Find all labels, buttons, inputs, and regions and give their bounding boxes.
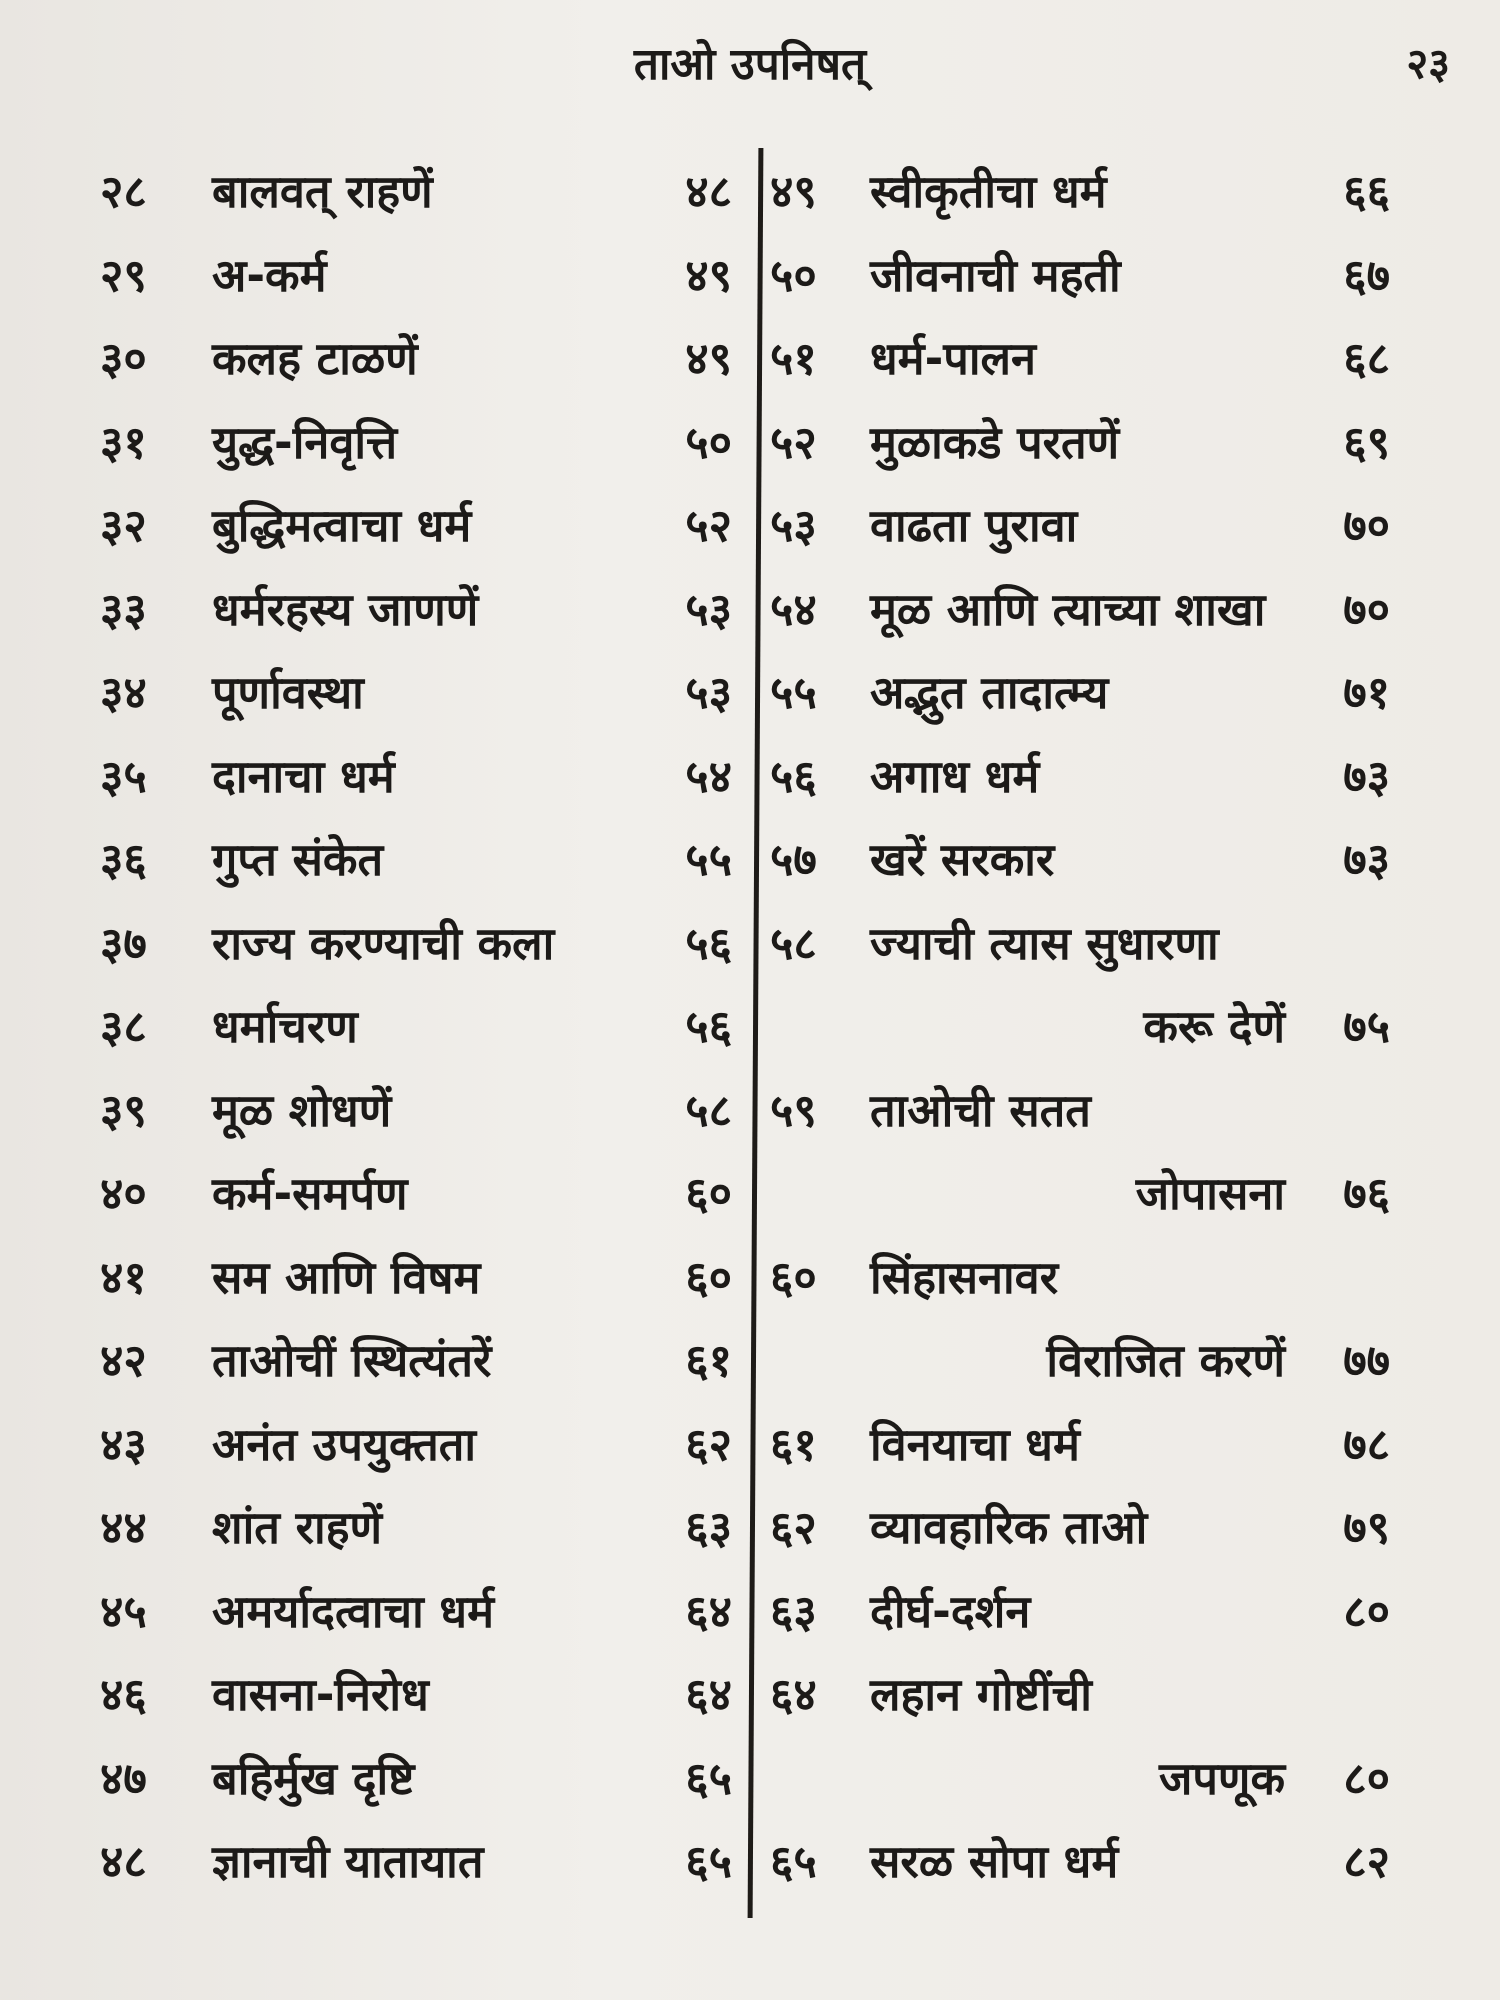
chapter-page: ८० [1343,1751,1390,1805]
chapter-number: ४२ [100,1334,147,1387]
chapter-number: ६० [770,1250,817,1304]
chapter-page: ६४ [685,1668,732,1721]
chapter-number: ६५ [770,1835,817,1888]
chapter-number: ४५ [100,1584,147,1638]
chapter-title: स्वीकृतीचा धर्म [870,165,1107,218]
toc-entry [770,234,1420,318]
chapter-page: ४८ [685,165,732,218]
chapter-title: वासना-निरोध [212,1668,429,1721]
chapter-number: ३९ [100,1083,147,1137]
chapter-title: विराजित करणें [1046,1334,1285,1387]
chapter-page: ६३ [685,1501,732,1554]
chapter-title: अमर्यादत्वाचा धर्म [212,1584,495,1638]
chapter-page: ७१ [1343,666,1390,719]
chapter-page: ६० [685,1250,732,1304]
toc-entry [100,1570,740,1654]
chapter-title: कलह टाळणें [212,332,418,385]
chapter-number: ५३ [770,499,817,552]
toc-entry [770,484,1420,568]
toc-entry [100,1486,740,1570]
chapter-page: ८० [1343,1584,1390,1638]
chapter-title: धर्माचरण [212,1000,358,1053]
chapter-page: ६२ [685,1417,732,1471]
chapter-number: ५५ [770,666,817,719]
chapter-page: ८२ [1343,1835,1390,1888]
chapter-number: ५८ [770,916,817,970]
chapter-number: ४३ [100,1417,147,1471]
toc-entry [100,1820,740,1904]
toc-entry [100,317,740,401]
chapter-page: ७९ [1343,1501,1390,1554]
chapter-number: ५६ [770,749,817,803]
chapter-number: ३७ [100,916,147,970]
chapter-number: ४१ [100,1250,147,1304]
chapter-title: अ-कर्म [212,248,327,302]
chapter-title: व्यावहारिक ताओ [870,1501,1148,1554]
chapter-number: ३० [100,332,147,385]
toc-entry [770,1069,1420,1153]
chapter-number: ५० [770,248,817,302]
toc-entry [100,484,740,568]
chapter-page: ५८ [685,1083,732,1137]
chapter-title: बहिर्मुख दृष्टि [212,1751,415,1805]
chapter-number: ५२ [770,415,817,469]
toc-entry [100,651,740,735]
chapter-page: ५६ [685,916,732,970]
chapter-page: ५३ [685,582,732,636]
chapter-page: ५५ [685,833,732,886]
chapter-number: ५९ [770,1083,817,1137]
chapter-title: दानाचा धर्म [212,749,395,803]
toc-entry [770,1403,1420,1487]
toc-entry [770,568,1420,652]
chapter-number: ४९ [770,165,817,218]
chapter-title: लहान गोष्टींची [870,1668,1092,1721]
chapter-number: ६४ [770,1668,817,1721]
toc-entry [770,985,1420,1069]
chapter-page: ६० [685,1167,732,1220]
chapter-number: ५७ [770,833,817,886]
chapter-title: सिंहासनावर [870,1250,1059,1304]
chapter-number: ४० [100,1167,147,1220]
toc-entry [100,1152,740,1236]
chapter-title: बालवत् राहणें [212,165,433,218]
chapter-number: २८ [100,165,147,218]
chapter-number: ३२ [100,499,147,552]
chapter-number: ३६ [100,833,147,886]
chapter-number: ४७ [100,1751,147,1805]
chapter-page: ५३ [685,666,732,719]
toc-entry [770,401,1420,485]
chapter-title: बुद्धिमत्वाचा धर्म [212,499,472,552]
toc-entry [770,1152,1420,1236]
page-header [0,22,1500,102]
contents-column-left [100,150,740,1930]
chapter-title: धर्म-पालन [870,332,1036,385]
chapter-page: ७६ [1343,1167,1390,1220]
chapter-title: खरें सरकार [870,833,1055,886]
chapter-title: ताओचीं स्थित्यंतरें [212,1334,492,1387]
chapter-page: ५० [685,415,732,469]
chapter-page: ६५ [685,1835,732,1888]
chapter-title: मुळाकडे परतणें [870,415,1120,469]
chapter-number: ३१ [100,415,147,469]
chapter-title: अनंत उपयुक्तता [212,1417,477,1471]
chapter-title: राज्य करण्याची कला [212,916,555,970]
chapter-title: मूळ आणि त्याच्या शाखा [870,582,1266,636]
toc-entry [770,902,1420,986]
toc-entry [100,1403,740,1487]
chapter-title: गुप्त संकेत [212,833,384,886]
toc-entry [770,1653,1420,1737]
chapter-title: अगाध धर्म [870,749,1040,803]
chapter-title: कर्म-समर्पण [212,1167,408,1220]
toc-entry [100,1069,740,1153]
chapter-page: ५२ [685,499,732,552]
chapter-page: ७३ [1343,833,1390,886]
chapter-title: वाढता पुरावा [870,499,1078,552]
chapter-title: जीवनाची महती [870,248,1121,302]
chapter-title: युद्ध-निवृत्ति [212,415,398,469]
toc-entry [100,1319,740,1403]
chapter-page: ७३ [1343,749,1390,803]
chapter-page: ६४ [685,1584,732,1638]
chapter-page: ५६ [685,1000,732,1053]
chapter-title: जोपासना [1135,1167,1285,1220]
chapter-number: २९ [100,248,147,302]
toc-entry [100,985,740,1069]
chapter-page: ६९ [1343,415,1390,469]
chapter-page: ७० [1343,499,1390,552]
toc-entry [100,234,740,318]
toc-entry [770,651,1420,735]
toc-entry [100,1737,740,1821]
chapter-title: जपणूक [1158,1751,1285,1805]
chapter-title: पूर्णावस्था [212,666,364,719]
toc-entry [770,818,1420,902]
toc-entry [100,735,740,819]
toc-entry [770,735,1420,819]
chapter-title: सम आणि विषम [212,1250,481,1304]
page-number: २३ [1406,39,1450,88]
page-title: ताओ उपनिषत् [633,39,867,90]
chapter-title: मूळ शोधणें [212,1083,392,1137]
chapter-page: ७७ [1343,1334,1390,1387]
chapter-title: ज्याची त्यास सुधारणा [870,916,1219,970]
toc-entry [770,1319,1420,1403]
chapter-title: शांत राहणें [212,1501,383,1554]
chapter-page: ४९ [685,248,732,302]
chapter-number: ६३ [770,1584,817,1638]
toc-entry [770,1820,1420,1904]
chapter-page: ६१ [685,1334,732,1387]
toc-entry [100,818,740,902]
toc-entry [100,902,740,986]
toc-entry [770,1737,1420,1821]
chapter-title: सरळ सोपा धर्म [870,1835,1119,1888]
toc-entry [100,401,740,485]
contents-column-right [770,150,1420,1930]
chapter-page: ६८ [1343,332,1390,385]
toc-entry [100,568,740,652]
toc-entry [100,1653,740,1737]
chapter-page: ७५ [1343,1000,1390,1053]
chapter-page: ६६ [1343,165,1390,218]
chapter-number: ३५ [100,749,147,803]
chapter-page: ५४ [685,749,732,803]
chapter-title: धर्मरहस्य जाणणें [212,582,479,636]
chapter-page: ६५ [685,1751,732,1805]
chapter-page: ६७ [1343,248,1390,302]
toc-entry [100,1236,740,1320]
chapter-title: ताओची सतत [870,1083,1091,1137]
chapter-title: ज्ञानाची यातायात [212,1835,484,1888]
chapter-page: ७० [1343,582,1390,636]
chapter-title: विनयाचा धर्म [870,1417,1080,1471]
toc-entry [770,150,1420,234]
toc-entry [770,1236,1420,1320]
chapter-number: ३८ [100,1000,147,1053]
toc-entry [100,150,740,234]
chapter-number: ६१ [770,1417,817,1471]
chapter-number: ३४ [100,666,147,719]
chapter-title: अद्भुत तादात्म्य [870,666,1109,719]
chapter-page: ४९ [685,332,732,385]
chapter-number: ४८ [100,1835,147,1888]
chapter-title: दीर्घ-दर्शन [870,1584,1031,1638]
chapter-number: ५४ [770,582,817,636]
toc-entry [770,1486,1420,1570]
toc-entry [770,1570,1420,1654]
column-divider [748,148,764,1918]
chapter-page: ७८ [1343,1417,1390,1471]
chapter-number: ६२ [770,1501,817,1554]
chapter-number: ४४ [100,1501,147,1554]
chapter-title: करू देणें [1143,1000,1285,1053]
toc-entry [770,317,1420,401]
chapter-number: ४६ [100,1668,147,1721]
chapter-number: ३३ [100,582,147,636]
chapter-number: ५१ [770,332,817,385]
